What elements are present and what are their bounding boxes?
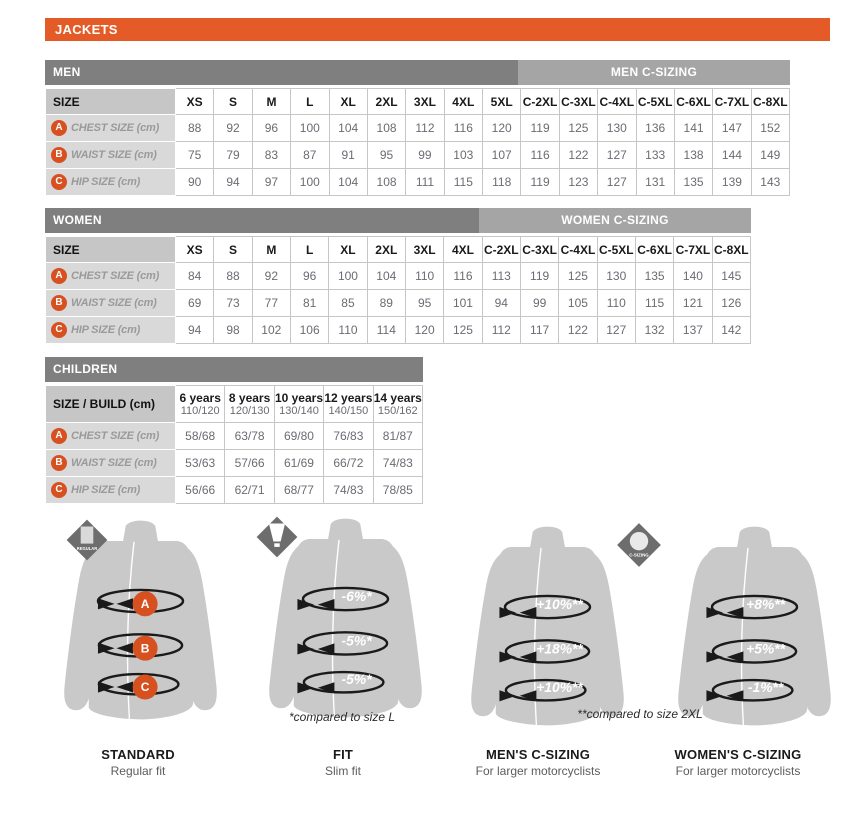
measure-letter-badge: C bbox=[51, 174, 67, 190]
size-value-cell: 147 bbox=[713, 115, 751, 142]
size-value-cell: 119 bbox=[521, 115, 559, 142]
column-header: C-3XL bbox=[520, 237, 558, 263]
svg-text:-5%*: -5%* bbox=[341, 671, 372, 688]
size-value-cell: 127 bbox=[598, 169, 636, 196]
svg-text:C: C bbox=[140, 680, 150, 695]
size-value-cell: 106 bbox=[290, 317, 328, 344]
size-value-cell: 137 bbox=[674, 317, 712, 344]
column-header: C-8XL bbox=[751, 89, 789, 115]
measure-letter-badge: A bbox=[51, 120, 67, 136]
table-row bbox=[46, 263, 751, 290]
size-value-cell: 123 bbox=[559, 169, 597, 196]
size-value-cell: 79 bbox=[214, 142, 252, 169]
column-header: C-5XL bbox=[597, 237, 635, 263]
column-header: C-4XL bbox=[598, 89, 636, 115]
column-header: C-7XL bbox=[713, 89, 751, 115]
men-size-grid bbox=[45, 88, 790, 196]
column-header: L bbox=[290, 237, 328, 263]
size-value-cell: 100 bbox=[291, 169, 329, 196]
size-value-cell: 145 bbox=[712, 263, 750, 290]
size-value-cell: 92 bbox=[252, 263, 290, 290]
size-value-cell: 116 bbox=[521, 142, 559, 169]
size-value-cell: 83 bbox=[252, 142, 290, 169]
size-value-cell: 120 bbox=[405, 317, 443, 344]
table-row bbox=[46, 423, 423, 450]
svg-text:REGULAR: REGULAR bbox=[76, 545, 98, 551]
size-value-cell: 81/87 bbox=[373, 423, 422, 450]
column-header: C-7XL bbox=[674, 237, 712, 263]
size-value-cell: 94 bbox=[482, 290, 520, 317]
size-value-cell: 140 bbox=[674, 263, 712, 290]
svg-text:+5%**: +5%** bbox=[746, 640, 786, 657]
column-header: XS bbox=[176, 89, 214, 115]
row-label-text: CHEST SIZE (cm) bbox=[71, 430, 160, 443]
size-value-cell: 110 bbox=[405, 263, 443, 290]
size-value-cell: 101 bbox=[444, 290, 482, 317]
size-value-cell: 99 bbox=[406, 142, 444, 169]
size-value-cell: 113 bbox=[482, 263, 520, 290]
size-value-cell: 121 bbox=[674, 290, 712, 317]
row-label bbox=[46, 450, 176, 477]
size-value-cell: 53/63 bbox=[176, 450, 225, 477]
size-value-cell: 95 bbox=[367, 142, 405, 169]
size-value-cell: 127 bbox=[598, 142, 636, 169]
table-row bbox=[46, 317, 751, 344]
row-label bbox=[46, 317, 176, 344]
size-value-cell: 112 bbox=[406, 115, 444, 142]
measure-letter-badge: B bbox=[51, 295, 67, 311]
c-sizing-footnote: **compared to size 2XL bbox=[577, 707, 703, 721]
fit-caption-title: FIT bbox=[332, 747, 354, 762]
size-value-cell: 81 bbox=[290, 290, 328, 317]
children-table-header bbox=[45, 357, 423, 382]
size-value-cell: 77 bbox=[252, 290, 290, 317]
table-row bbox=[46, 450, 423, 477]
size-value-cell: 139 bbox=[713, 169, 751, 196]
size-value-cell: 91 bbox=[329, 142, 367, 169]
table-row bbox=[46, 115, 790, 142]
measure-letter-badge: A bbox=[51, 268, 67, 284]
table-row bbox=[46, 477, 423, 504]
size-value-cell: 95 bbox=[405, 290, 443, 317]
row-label bbox=[46, 142, 176, 169]
size-value-cell: 144 bbox=[713, 142, 751, 169]
svg-text:-6%*: -6%* bbox=[341, 587, 372, 604]
size-value-cell: 92 bbox=[214, 115, 252, 142]
svg-text:-1%**: -1%** bbox=[747, 679, 784, 696]
column-header: C-3XL bbox=[559, 89, 597, 115]
size-value-cell: 126 bbox=[712, 290, 750, 317]
men-table-title: MEN bbox=[53, 65, 81, 79]
column-header: C-8XL bbox=[712, 237, 750, 263]
standard-caption-sub: Regular fit bbox=[110, 764, 166, 778]
size-value-cell: 135 bbox=[674, 169, 712, 196]
column-header: XL bbox=[329, 89, 367, 115]
size-value-cell: 97 bbox=[252, 169, 290, 196]
size-value-cell: 122 bbox=[559, 317, 597, 344]
size-value-cell: 120 bbox=[483, 115, 521, 142]
row-label-text: HIP SIZE (cm) bbox=[71, 176, 141, 189]
size-value-cell: 100 bbox=[291, 115, 329, 142]
size-value-cell: 96 bbox=[252, 115, 290, 142]
size-value-cell: 73 bbox=[214, 290, 252, 317]
size-value-cell: 102 bbox=[252, 317, 290, 344]
row-label-text: HIP SIZE (cm) bbox=[71, 324, 141, 337]
column-header: 12 years 140/150 bbox=[324, 386, 373, 423]
column-header: M bbox=[252, 237, 290, 263]
size-value-cell: 142 bbox=[712, 317, 750, 344]
measure-letter-badge: B bbox=[51, 147, 67, 163]
size-value-cell: 125 bbox=[559, 115, 597, 142]
women-table-title: WOMEN bbox=[53, 213, 102, 227]
size-value-cell: 115 bbox=[635, 290, 673, 317]
size-value-cell: 132 bbox=[635, 317, 673, 344]
size-value-cell: 100 bbox=[329, 263, 367, 290]
men-table-header bbox=[45, 60, 790, 85]
women-size-grid bbox=[45, 236, 751, 344]
size-value-cell: 68/77 bbox=[274, 477, 323, 504]
size-value-cell: 66/72 bbox=[324, 450, 373, 477]
womens-c-sizing-jacket-illustration bbox=[662, 522, 847, 730]
row-label-text: WAIST SIZE (cm) bbox=[71, 149, 157, 162]
children-sizing-table bbox=[45, 357, 423, 504]
mens-c-sizing-caption bbox=[433, 747, 643, 778]
column-header: 3XL bbox=[405, 237, 443, 263]
size-value-cell: 118 bbox=[483, 169, 521, 196]
size-value-cell: 94 bbox=[176, 317, 214, 344]
size-row-header: SIZE bbox=[46, 237, 176, 263]
row-label-text: CHEST SIZE (cm) bbox=[71, 270, 160, 283]
mens-c-sizing-caption-title: MEN'S C-SIZING bbox=[485, 747, 591, 762]
size-value-cell: 74/83 bbox=[373, 450, 422, 477]
size-value-cell: 138 bbox=[674, 142, 712, 169]
column-header: C-2XL bbox=[521, 89, 559, 115]
size-value-cell: 122 bbox=[559, 142, 597, 169]
size-value-cell: 110 bbox=[597, 290, 635, 317]
column-header: C-2XL bbox=[482, 237, 520, 263]
svg-text:+10%**: +10%** bbox=[536, 679, 583, 696]
measure-letter-badge: C bbox=[51, 482, 67, 498]
womens-c-sizing-caption bbox=[633, 747, 843, 778]
column-header: 3XL bbox=[406, 89, 444, 115]
column-header: M bbox=[252, 89, 290, 115]
row-label bbox=[46, 169, 176, 196]
size-value-cell: 108 bbox=[367, 169, 405, 196]
column-header: 6 years 110/120 bbox=[176, 386, 225, 423]
men-sizing-table bbox=[45, 60, 790, 196]
fit-caption bbox=[238, 747, 448, 778]
size-value-cell: 61/69 bbox=[274, 450, 323, 477]
size-value-cell: 116 bbox=[444, 263, 482, 290]
fit-caption-sub: Slim fit bbox=[325, 764, 361, 778]
column-header: C-4XL bbox=[559, 237, 597, 263]
size-value-cell: 88 bbox=[176, 115, 214, 142]
svg-text:B: B bbox=[140, 641, 150, 656]
column-header: C-6XL bbox=[674, 89, 712, 115]
svg-text:A: A bbox=[140, 596, 150, 611]
size-value-cell: 125 bbox=[559, 263, 597, 290]
column-header: S bbox=[214, 237, 252, 263]
column-header: XL bbox=[329, 237, 367, 263]
size-value-cell: 119 bbox=[520, 263, 558, 290]
column-header: 2XL bbox=[367, 237, 405, 263]
table-row bbox=[46, 142, 790, 169]
children-table-title: CHILDREN bbox=[53, 362, 118, 376]
size-value-cell: 130 bbox=[597, 263, 635, 290]
size-value-cell: 89 bbox=[367, 290, 405, 317]
size-value-cell: 57/66 bbox=[225, 450, 274, 477]
size-value-cell: 135 bbox=[635, 263, 673, 290]
row-label bbox=[46, 423, 176, 450]
fit-footnote: *compared to size L bbox=[288, 710, 396, 724]
row-label bbox=[46, 115, 176, 142]
size-value-cell: 131 bbox=[636, 169, 674, 196]
size-value-cell: 58/68 bbox=[176, 423, 225, 450]
row-label bbox=[46, 477, 176, 504]
size-value-cell: 136 bbox=[636, 115, 674, 142]
column-header: XS bbox=[176, 237, 214, 263]
svg-text:-5%*: -5%* bbox=[341, 632, 372, 649]
size-value-cell: 105 bbox=[559, 290, 597, 317]
women-table-header bbox=[45, 208, 751, 233]
measure-letter-badge: A bbox=[51, 428, 67, 444]
size-value-cell: 90 bbox=[176, 169, 214, 196]
svg-text:+18%**: +18%** bbox=[536, 640, 583, 657]
size-row-header: SIZE bbox=[46, 89, 176, 115]
size-value-cell: 127 bbox=[597, 317, 635, 344]
row-label-text: WAIST SIZE (cm) bbox=[71, 457, 157, 470]
size-value-cell: 125 bbox=[444, 317, 482, 344]
measure-letter-badge: B bbox=[51, 455, 67, 471]
standard-caption-title: STANDARD bbox=[101, 747, 175, 762]
table-row bbox=[46, 169, 790, 196]
svg-text:+10%**: +10%** bbox=[536, 595, 583, 612]
size-value-cell: 115 bbox=[444, 169, 482, 196]
column-header: C-6XL bbox=[635, 237, 673, 263]
size-value-cell: 99 bbox=[520, 290, 558, 317]
size-value-cell: 116 bbox=[444, 115, 482, 142]
jackets-header: JACKETS bbox=[45, 18, 830, 41]
column-header: 8 years 120/130 bbox=[225, 386, 274, 423]
size-value-cell: 75 bbox=[176, 142, 214, 169]
women-sizing-table bbox=[45, 208, 751, 344]
column-header: 5XL bbox=[483, 89, 521, 115]
size-value-cell: 152 bbox=[751, 115, 789, 142]
size-value-cell: 76/83 bbox=[324, 423, 373, 450]
slim-fit-badge-icon bbox=[250, 510, 304, 564]
row-label-text: HIP SIZE (cm) bbox=[71, 484, 141, 497]
size-value-cell: 104 bbox=[367, 263, 405, 290]
c-sizing-badge-icon bbox=[610, 516, 668, 574]
row-label-text: WAIST SIZE (cm) bbox=[71, 297, 157, 310]
column-header: 10 years 130/140 bbox=[274, 386, 323, 423]
size-value-cell: 143 bbox=[751, 169, 789, 196]
regular-fit-badge-icon bbox=[60, 513, 114, 567]
column-header: C-5XL bbox=[636, 89, 674, 115]
womens-c-sizing-caption-sub: For larger motorcyclists bbox=[675, 764, 801, 778]
size-value-cell: 111 bbox=[406, 169, 444, 196]
men-c-sizing-header: MEN C-SIZING bbox=[518, 60, 790, 85]
size-value-cell: 107 bbox=[483, 142, 521, 169]
size-value-cell: 74/83 bbox=[324, 477, 373, 504]
size-value-cell: 98 bbox=[214, 317, 252, 344]
size-value-cell: 84 bbox=[176, 263, 214, 290]
column-header: 4XL bbox=[444, 237, 482, 263]
row-label bbox=[46, 263, 176, 290]
row-label-text: CHEST SIZE (cm) bbox=[71, 122, 160, 135]
size-value-cell: 94 bbox=[214, 169, 252, 196]
column-header: 14 years 150/162 bbox=[373, 386, 422, 423]
column-header: S bbox=[214, 89, 252, 115]
women-c-sizing-header: WOMEN C-SIZING bbox=[479, 208, 751, 233]
size-value-cell: 56/66 bbox=[176, 477, 225, 504]
svg-text:C-SIZING: C-SIZING bbox=[629, 552, 649, 558]
size-value-cell: 117 bbox=[520, 317, 558, 344]
svg-text:+8%**: +8%** bbox=[746, 595, 786, 612]
size-row-header: SIZE / BUILD (cm) bbox=[46, 386, 176, 423]
size-value-cell: 63/78 bbox=[225, 423, 274, 450]
table-row bbox=[46, 290, 751, 317]
womens-c-sizing-caption-title: WOMEN'S C-SIZING bbox=[674, 747, 802, 762]
size-value-cell: 88 bbox=[214, 263, 252, 290]
standard-caption bbox=[33, 747, 243, 778]
size-value-cell: 96 bbox=[290, 263, 328, 290]
row-label bbox=[46, 290, 176, 317]
size-value-cell: 149 bbox=[751, 142, 789, 169]
size-value-cell: 69 bbox=[176, 290, 214, 317]
size-value-cell: 62/71 bbox=[225, 477, 274, 504]
size-value-cell: 103 bbox=[444, 142, 482, 169]
size-value-cell: 119 bbox=[521, 169, 559, 196]
size-value-cell: 69/80 bbox=[274, 423, 323, 450]
size-value-cell: 133 bbox=[636, 142, 674, 169]
size-value-cell: 114 bbox=[367, 317, 405, 344]
size-value-cell: 130 bbox=[598, 115, 636, 142]
size-value-cell: 85 bbox=[329, 290, 367, 317]
size-value-cell: 141 bbox=[674, 115, 712, 142]
column-header: L bbox=[291, 89, 329, 115]
size-value-cell: 104 bbox=[329, 115, 367, 142]
size-value-cell: 108 bbox=[367, 115, 405, 142]
measure-letter-badge: C bbox=[51, 322, 67, 338]
size-value-cell: 110 bbox=[329, 317, 367, 344]
size-value-cell: 104 bbox=[329, 169, 367, 196]
column-header: 2XL bbox=[367, 89, 405, 115]
column-header: 4XL bbox=[444, 89, 482, 115]
mens-c-sizing-caption-sub: For larger motorcyclists bbox=[475, 764, 601, 778]
size-value-cell: 112 bbox=[482, 317, 520, 344]
size-value-cell: 87 bbox=[291, 142, 329, 169]
children-size-grid bbox=[45, 385, 423, 504]
size-value-cell: 78/85 bbox=[373, 477, 422, 504]
